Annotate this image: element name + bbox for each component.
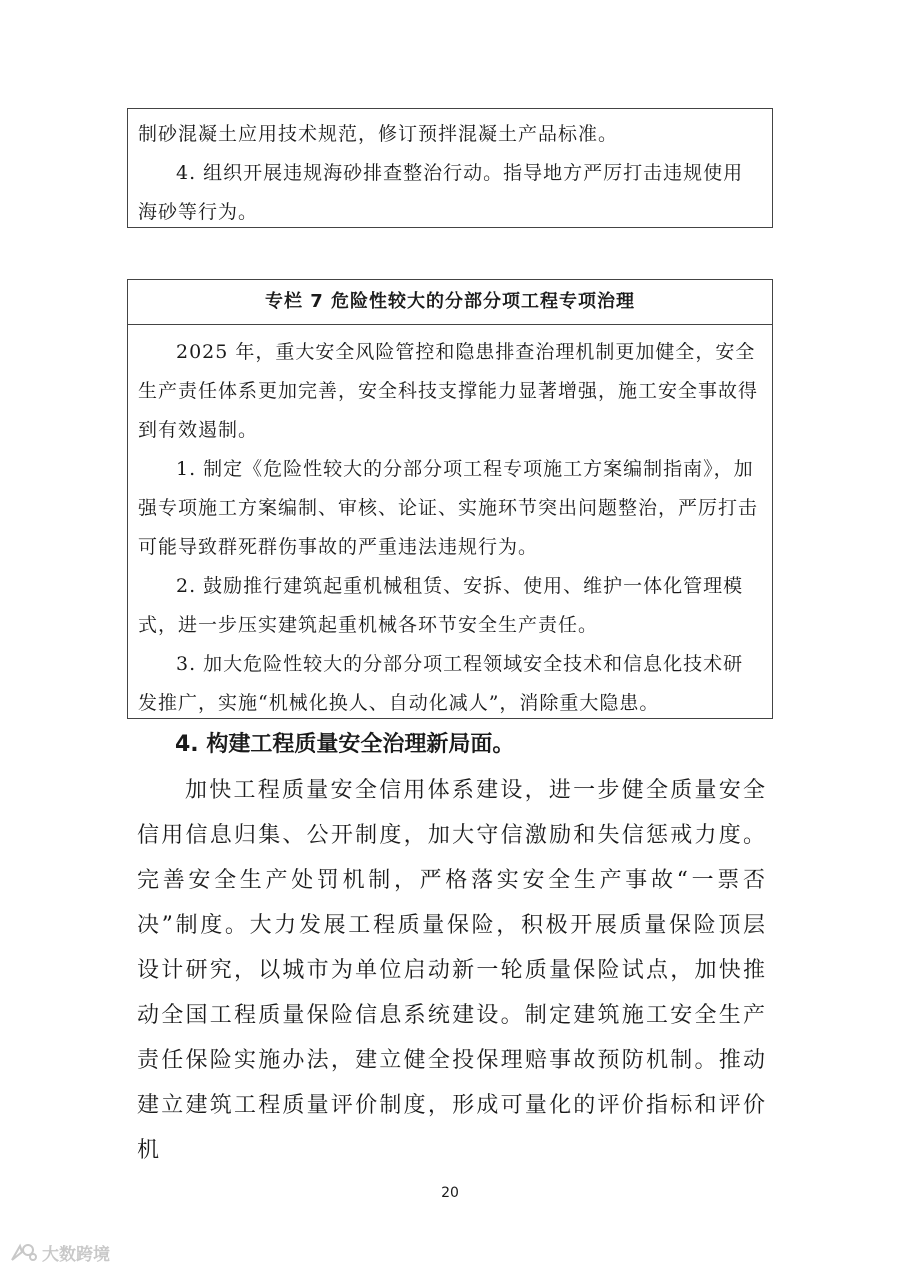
box-line: 制砂混凝土应用技术规范，修订预拌混凝土产品标准。 [138,123,619,145]
column-item-2: 2. 鼓励推行建筑起重机械租赁、安拆、使用、维护一体化管理模式，进一步压实建筑起重机械各环节安全生产责任。 [138,575,744,636]
box-continuation [127,108,773,228]
brand-logo-icon [8,1242,38,1264]
column-item-3: 3. 加大危险性较大的分部分项工程领域安全技术和信息化技术研发推广，实施“机械化换人、自动化减人”，消除重大隐患。 [138,653,744,714]
box-item-4: 4. 组织开展违规海砂排查整治行动。指导地方严厉打击违规使用海砂等行为。 [138,162,744,223]
section-heading: 4. 构建工程质量安全治理新局面。 [175,732,515,757]
watermark [8,1240,110,1265]
column-intro: 2025 年，重大安全风险管控和隐患排查治理机制更加健全，安全生产责任体系更加完善，安全科技支撑能力显著增强，施工安全事故得到有效遏制。 [138,341,759,441]
column-item-1: 1. 制定《危险性较大的分部分项工程专项施工方案编制指南》，加强专项施工方案编制、审核、论证、实施环节突出问题整治，严厉打击可能导致群死群伤事故的严重违法违规行为。 [138,458,759,558]
watermark-text: 大数跨境 [42,1245,110,1265]
section-body: 加快工程质量安全信用体系建设，进一步健全质量安全信用信息归集、公开制度，加大守信激励和失信惩戒力度。完善安全生产处罚机制，严格落实安全生产事故“一票否决”制度。大力发展工程质量保险，积极开展质量保险顶层设计研究，以城市为单位启动新一轮质量保险试点，加快推动全国工程质量保险信息系统建设。制定建筑施工安全生产责任保险实施办法，建立健全投保理赔事故预防机制。推动建立建筑工程质量评价制度，形成可量化的评价指标和评价机 [137,778,767,1163]
page-number: 20 [441,1185,459,1201]
column-body [128,325,772,723]
column-box-7 [127,279,773,719]
column-title: 专栏 7 危险性较大的分部分项工程专项治理 [128,280,772,325]
